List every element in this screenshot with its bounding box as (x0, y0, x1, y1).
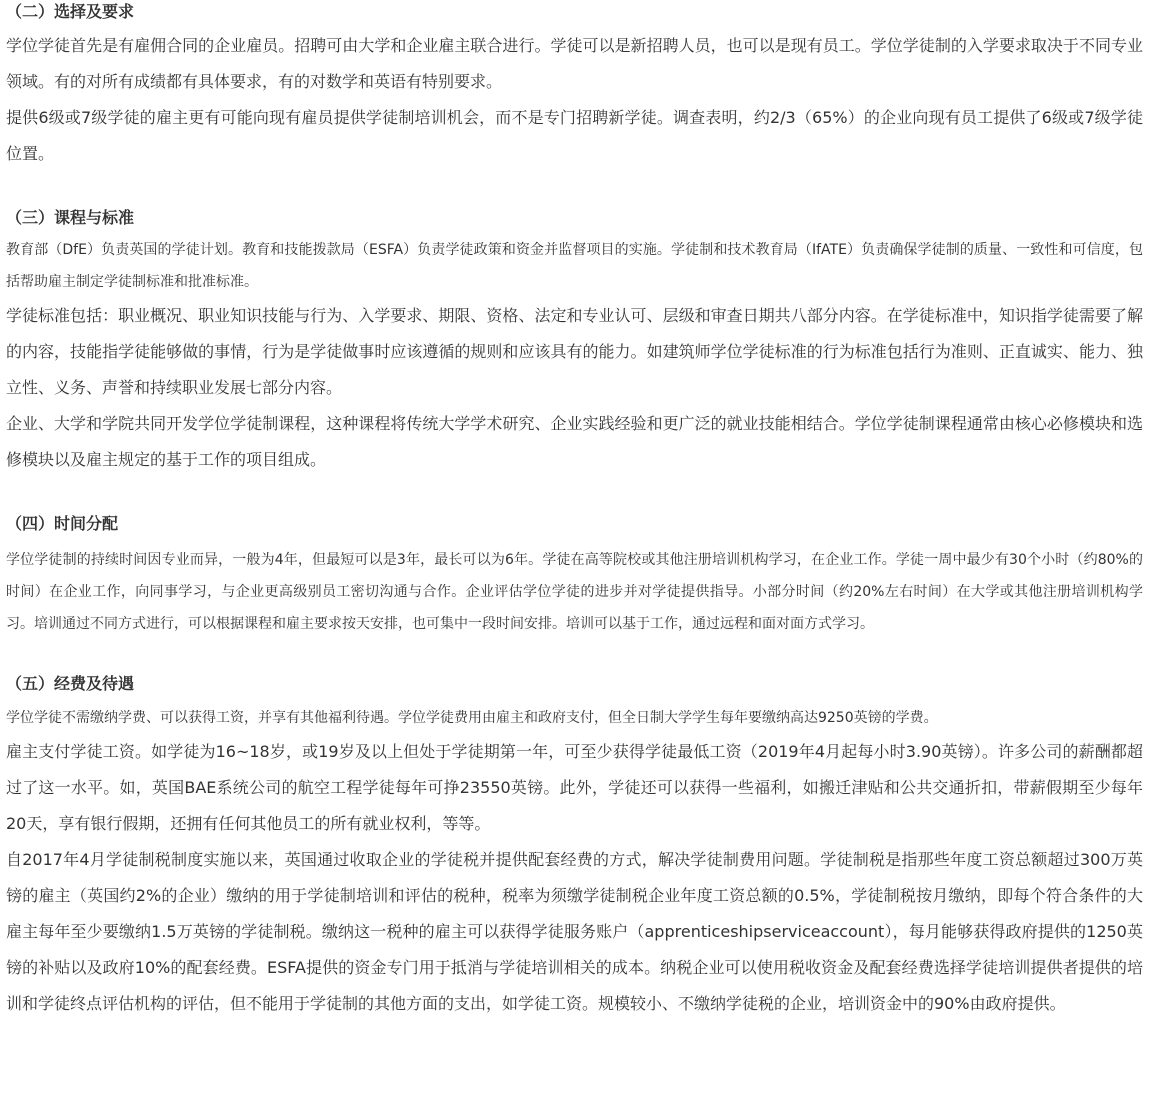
section-heading: （二）选择及要求 (6, 2, 135, 21)
section-selection-requirements (6, 0, 1143, 172)
paragraph: 企业、大学和学院共同开发学位学徒制课程，这种课程将传统大学学术研究、企业实践经验和更广泛的就业技能相结合。学位学徒制课程通常由核心必修模块和选修模块以及雇主规定的基于工作的项目组成。 (6, 414, 1143, 469)
section-heading: （三）课程与标准 (6, 208, 135, 227)
paragraph: 教育部（DfE）负责英国的学徒计划。教育和技能拨款局（ESFA）负责学徒政策和资金并监督项目的实施。学徒制和技术教育局（IfATE）负责确保学徒制的质量、一致性和可信度，包括帮助雇主制定学徒制标准和批准标准。 (6, 242, 1143, 290)
paragraph: 学位学徒不需缴纳学费、可以获得工资，并享有其他福利待遇。学位学徒费用由雇主和政府支付，但全日制大学学生每年要缴纳高达9250英镑的学费。 (6, 710, 938, 726)
section-heading: （四）时间分配 (6, 514, 119, 533)
paragraph: 学位学徒首先是有雇佣合同的企业雇员。招聘可由大学和企业雇主联合进行。学徒可以是新招聘人员，也可以是现有员工。学位学徒制的入学要求取决于不同专业领域。有的对所有成绩都有具体要求，有的对数学和英语有特别要求。 (6, 36, 1143, 91)
section-heading: （五）经费及待遇 (6, 674, 135, 693)
paragraph: 雇主支付学徒工资。如学徒为16~18岁，或19岁及以上但处于学徒期第一年，可至少获得学徒最低工资（2019年4月起每小时3.90英镑）。许多公司的薪酬都超过了这一水平。如，英国BAE系统公司的航空工程学徒每年可挣23550英镑。此外，学徒还可以获得一些福利，如搬迁津贴和公共交通折扣，带薪假期至少每年20天，享有银行假期，还拥有任何其他员工的所有就业权利，等等。 (6, 742, 1143, 833)
paragraph: 提供6级或7级学徒的雇主更有可能向现有雇员提供学徒制培训机会，而不是专门招聘新学徒。调查表明，约2/3（65%）的企业向现有员工提供了6级或7级学徒位置。 (6, 108, 1143, 163)
section-time-allocation (6, 512, 1143, 640)
paragraph: 学位学徒制的持续时间因专业而异，一般为4年，但最短可以是3年，最长可以为6年。学徒在高等院校或其他注册培训机构学习，在企业工作。学徒一周中最少有30个小时（约80%的时间）在企业工作，向同事学习，与企业更高级别员工密切沟通与合作。企业评估学位学徒的进步并对学徒提供指导。小部分时间（约20%左右时间）在大学或其他注册培训机构学习。培训通过不同方式进行，可以根据课程和雇主要求按天安排，也可集中一段时间安排。培训可以基于工作，通过远程和面对面方式学习。 (6, 552, 1143, 632)
paragraph: 自2017年4月学徒制税制度实施以来，英国通过收取企业的学徒税并提供配套经费的方式，解决学徒制费用问题。学徒制税是指那些年度工资总额超过300万英镑的雇主（英国约2%的企业）缴纳的用于学徒制培训和评估的税种，税率为须缴学徒制税企业年度工资总额的0.5%，学徒制税按月缴纳，即每个符合条件的大雇主每年至少要缴纳1.5万英镑的学徒制税。缴纳这一税种的雇主可以获得学徒服务账户（apprenticeshipserviceaccount），每月能够获得政府提供的1250英镑的补贴以及政府10%的配套经费。ESFA提供的资金专门用于抵消与学徒培训相关的成本。纳税企业可以使用税收资金及配套经费选择学徒培训提供者提供的培训和学徒终点评估机构的评估，但不能用于学徒制的其他方面的支出，如学徒工资。规模较小、不缴纳学徒税的企业，培训资金中的90%由政府提供。 (6, 850, 1143, 1013)
section-curriculum-standards (6, 206, 1143, 478)
paragraph: 学徒标准包括：职业概况、职业知识技能与行为、入学要求、期限、资格、法定和专业认可、层级和审查日期共八部分内容。在学徒标准中，知识指学徒需要了解的内容，技能指学徒能够做的事情，行为是学徒做事时应该遵循的规则和应该具有的能力。如建筑师学位学徒标准的行为标准包括行为准则、正直诚实、能力、独立性、义务、声誉和持续职业发展七部分内容。 (6, 306, 1143, 397)
section-funding-benefits (6, 672, 1143, 1022)
